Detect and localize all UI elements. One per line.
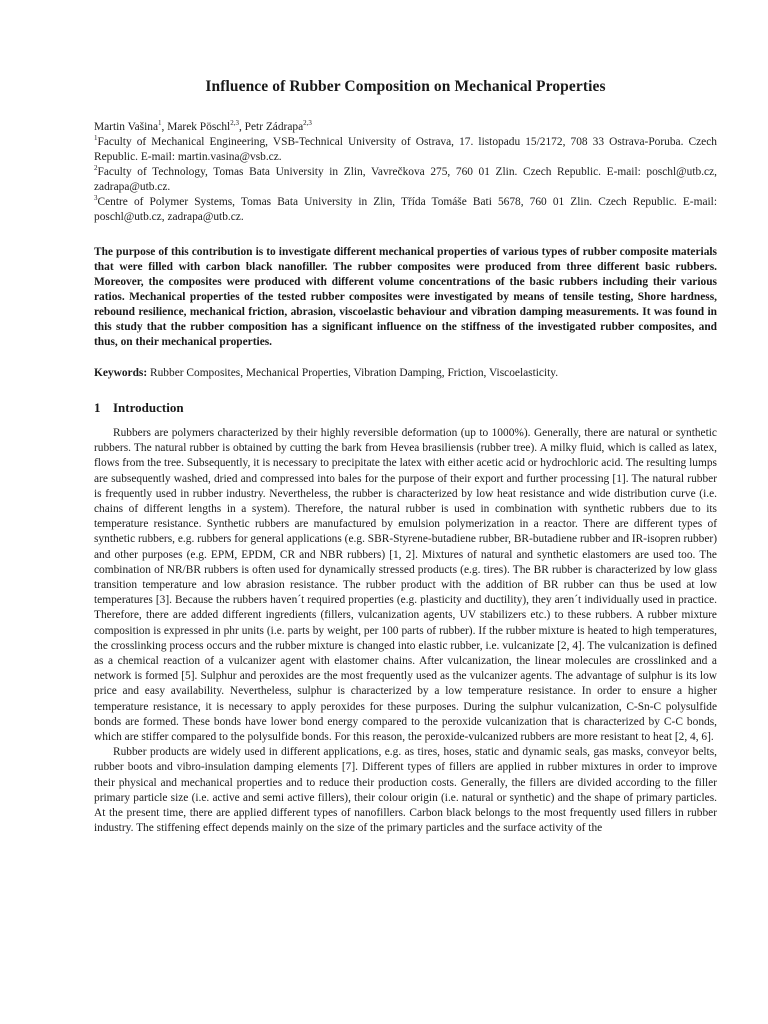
- affiliation-text: Centre of Polymer Systems, Tomas Bata University in Zlin, Třída Tomáše Bati 5678, 760 01 Zlin. Czech Republic. E-mail: poschl@utb.cz, zadrapa@utb.cz.: [94, 196, 717, 223]
- author-name: Marek Pöschl: [167, 121, 231, 133]
- author-list: Martin Vašina$^1$, Marek Pöschl$^{2,3}$, Petr Zádrapa$^{2,3}$: [94, 119, 312, 133]
- affiliation: [94, 195, 717, 225]
- author-affiliation-mark: 2,3: [303, 119, 312, 128]
- body-paragraph: Rubbers are polymers characterized by their highly reversible deformation (up to 1000%). Generally, there are natural or synthetic rubbers. The natural rubber is obtained by cutting the bark from Hevea brasiliensis (rubber tree). A milky fluid, which is called as latex, flows from the tree. Subsequently, it is necessary to precipitate the latex with either acetic acid or hydrochloric acid. The resulting lumps are subsequently washed, dried and compressed into bales for the purpose of their export and further processing [1]. The natural rubber is frequently used in rubber industry. Nevertheless, the rubber is characterized by low heat resistance and wide distribution curve (i.e. chains of different lengths in a system). Therefore, the natural rubber is used in combination with synthetic rubbers due to its temperature resistance. Synthetic rubbers are manufactured by emulsion polymerization in a reactor. There are different types of synthetic rubbers, e.g. rubbers for general applications (e.g. SBR-Styrene-butadiene rubber, BR-butadiene rubber and IR-isopren rubber) and other purposes (e.g. EPM, EPDM, CR and NBR rubbers) [1, 2]. Mixtures of natural and synthetic elastomers are used too. The combination of NR/BR rubbers is often used for dynamically stressed products (e.g. tires). The BR rubber is characterized by low glass transition temperature and low abrasion resistance. The rubber product with the addition of BR rubber can thus be used at low temperatures [3]. Because the rubbers haven´t required properties (e.g. plasticity and ductility), they aren´t individually used in practice. Therefore, there are added different ingredients (fillers, vulcanization agents, UV stabilizers etc.) to these rubbers. A rubber mixture composition is expressed in phr units (i.e. parts by weight, per 100 parts of rubber). If the rubber mixture is heated to high temperatures, the crosslinking process occurs and the rubber mixture is changed into elastic rubber, i.e. vulcanizate [2, 4]. The vulcanization is defined as a chemical reaction of a vulcanizer agent with elastomer chains. After vulcanization, the linear molecules are crosslinked and a network is formed [5]. Sulphur and peroxides are the most frequently used as the vulcanizer agents. The advantage of sulphur is its low price and easy availability. Nevertheless, sulphur is characterized by a low temperature resistance. In order to ensure a higher temperature resistance, it is necessary to apply peroxides for these purposes. During the sulphur vulcanization, C-Sn-C polysulfide bonds are formed. These bonds have lower bond energy compared to the peroxide vulcanization that is characterized by C-C bonds, which are stiffer compared to the polysulfide bonds. For this reason, the peroxide-vulcanized rubbers are more resistant to heat [2, 4, 6].: [94, 427, 717, 744]
- author-name: Martin Vašina: [94, 121, 159, 133]
- keywords-text: Rubber Composites, Mechanical Properties, Vibration Damping, Friction, Viscoelasticity.: [150, 367, 559, 379]
- author-affiliation-mark: 1: [158, 119, 162, 128]
- abstract: The purpose of this contribution is to investigate different mechanical properties of various types of rubber composite materials that were filled with carbon black nanofiller. The rubber composites were produced from three different basic rubbers. Moreover, the composites were produced with different volume concentrations of the basic rubbers including their various ratios. Mechanical properties of the tested rubber composites were investigated by means of tensile testing, Shore hardness, rebound resilience, mechanical friction, abrasion, viscoelastic behaviour and vibration damping measurements. It was found in this study that the rubber composition has a significant influence on the stiffness of the investigated rubber composites, and thus, on their mechanical properties.: [94, 246, 717, 348]
- affiliation-mark: 2: [94, 164, 98, 173]
- affiliation-text: Faculty of Technology, Tomas Bata University in Zlin, Vavrečkova 275, 760 01 Zlin. Czech Republic. E-mail: poschl@utb.cz, zadrapa@utb.cz.: [94, 166, 717, 193]
- affiliation-mark: 1: [94, 134, 98, 143]
- author-affiliation-mark: 2,3: [230, 119, 239, 128]
- keywords-label: Keywords:: [94, 367, 148, 379]
- keywords: [94, 366, 717, 381]
- author-name: Petr Zádrapa: [244, 121, 304, 133]
- paper-page: [94, 78, 717, 836]
- paper-title: Influence of Rubber Composition on Mechanical Properties: [205, 78, 606, 95]
- affiliation-mark: 3: [94, 194, 98, 203]
- section-title: Introduction: [113, 400, 184, 415]
- affiliation: [94, 165, 717, 195]
- affiliation: [94, 135, 717, 165]
- section-heading: [94, 400, 717, 416]
- affiliation-text: Faculty of Mechanical Engineering, VSB-Technical University of Ostrava, 17. listopadu 15/2172, 708 33 Ostrava-Poruba. Czech Republic. E-mail: martin.vasina@vsb.cz.: [94, 136, 717, 163]
- body-paragraph: Rubber products are widely used in different applications, e.g. as tires, hoses, static and dynamic seals, gas masks, conveyor belts, rubber boots and vibro-insulation damping elements [7]. Different types of fillers are applied in rubber mixtures in order to improve their physical and mechanical properties and to reduce their production costs. Generally, the fillers are divided according to the filler primary particle size (i.e. active and semi active fillers), their colour origin (i.e. natural or synthetic) and the shape of primary particles. At the present time, there are applied different types of nanofillers. Carbon black belongs to the most frequently used fillers in rubber industry. The stiffening effect depends mainly on the size of the primary particles and the surface activity of the: [94, 746, 717, 835]
- section-number: 1: [94, 400, 101, 415]
